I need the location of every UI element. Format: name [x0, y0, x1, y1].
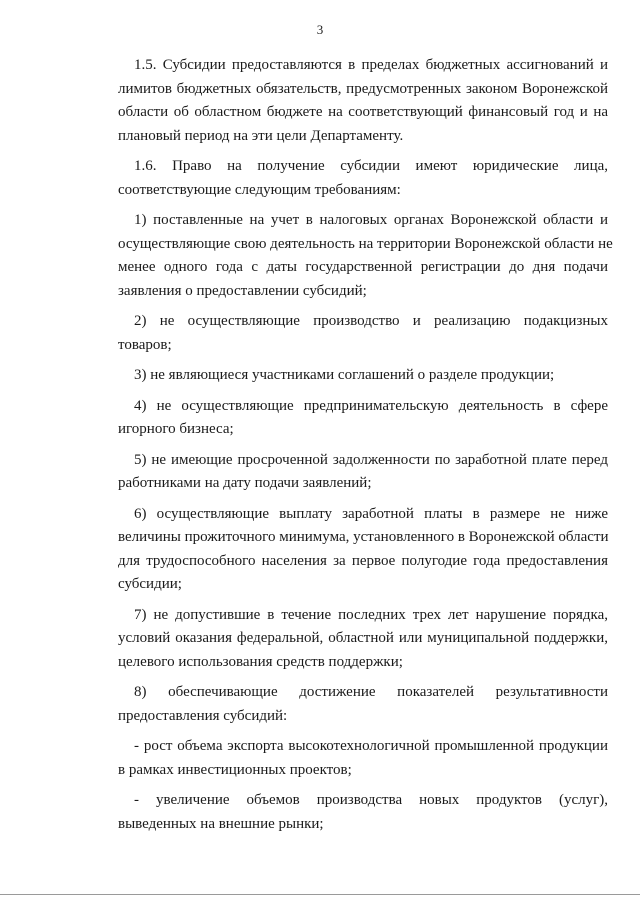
text-line: 2) не осуществляющие производство и реализацию подакцизных: [134, 313, 608, 329]
paragraph-1-5: [118, 54, 608, 148]
text-line: для трудоспособного населения за первое полугодие года предоставления: [118, 552, 608, 569]
list-item-5: [118, 449, 608, 496]
text-line: выведенных на внешние рынки;: [118, 815, 324, 832]
list-item-2: [118, 310, 608, 357]
text-line: целевого использования средств поддержки;: [118, 653, 403, 670]
text-line: работниками на дату подачи заявлений;: [118, 475, 372, 491]
text-line: 1.5. Субсидии предоставляются в пределах бюджетных ассигнований и: [134, 57, 608, 73]
text-line: условий оказания федеральной, областной или муниципальной поддержки,: [118, 630, 608, 646]
list-item-3: [118, 364, 608, 388]
text-line: осуществляющие свою деятельность на территории Воронежской области не: [118, 235, 613, 252]
list-item-7: [118, 604, 608, 675]
text-line: плановый период на эти цели Департаменту.: [118, 127, 404, 144]
text-line: менее одного года с даты государственной регистрации до дня подачи: [118, 259, 608, 275]
text-line: лимитов бюджетных обязательств, предусмотренных законом Воронежской: [118, 80, 608, 97]
paragraph-1-6: [118, 155, 608, 202]
text-line: величины прожиточного минимума, установленного в Воронежской области: [118, 529, 609, 545]
text-line: субсидии;: [118, 576, 182, 592]
text-line: в рамках инвестиционных проектов;: [118, 761, 352, 778]
text-line: 3) не являющиеся участниками соглашений о разделе продукции;: [134, 367, 555, 383]
document-body: [118, 54, 613, 843]
dash-item-new-products: [118, 789, 608, 836]
text-line: - увеличение объемов производства новых продуктов (услуг),: [134, 792, 608, 808]
list-item-6: [118, 503, 608, 597]
text-line: 6) осуществляющие выплату заработной платы в размере не ниже: [134, 505, 608, 522]
text-line: 7) не допустившие в течение последних трех лет нарушение порядка,: [134, 606, 608, 623]
text-line: товаров;: [118, 336, 172, 353]
list-item-1: [118, 209, 613, 303]
text-line: области об областном бюджете на соответствующий финансовый год и на: [118, 104, 608, 120]
text-line: 1) поставленные на учет в налоговых органах Воронежской области и: [134, 212, 608, 228]
text-line: предоставления субсидий:: [118, 707, 288, 724]
text-line: 8) обеспечивающие достижение показателей результативности: [134, 684, 608, 700]
text-line: заявления о предоставлении субсидий;: [118, 282, 367, 299]
text-line: соответствующие следующим требованиям:: [118, 181, 401, 198]
text-line: - рост объема экспорта высокотехнологичной промышленной продукции: [134, 738, 608, 754]
page-number: 3: [316, 22, 324, 37]
text-line: 4) не осуществляющие предпринимательскую деятельность в сфере: [134, 397, 608, 414]
text-line: 1.6. Право на получение субсидии имеют юридические лица,: [134, 158, 608, 174]
list-item-8: [118, 681, 608, 728]
list-item-4: [118, 395, 608, 442]
dash-item-export-growth: [118, 735, 608, 782]
text-line: 5) не имеющие просроченной задолженности по заработной плате перед: [134, 451, 608, 468]
text-line: игорного бизнеса;: [118, 421, 234, 437]
bottom-divider: [0, 894, 640, 895]
